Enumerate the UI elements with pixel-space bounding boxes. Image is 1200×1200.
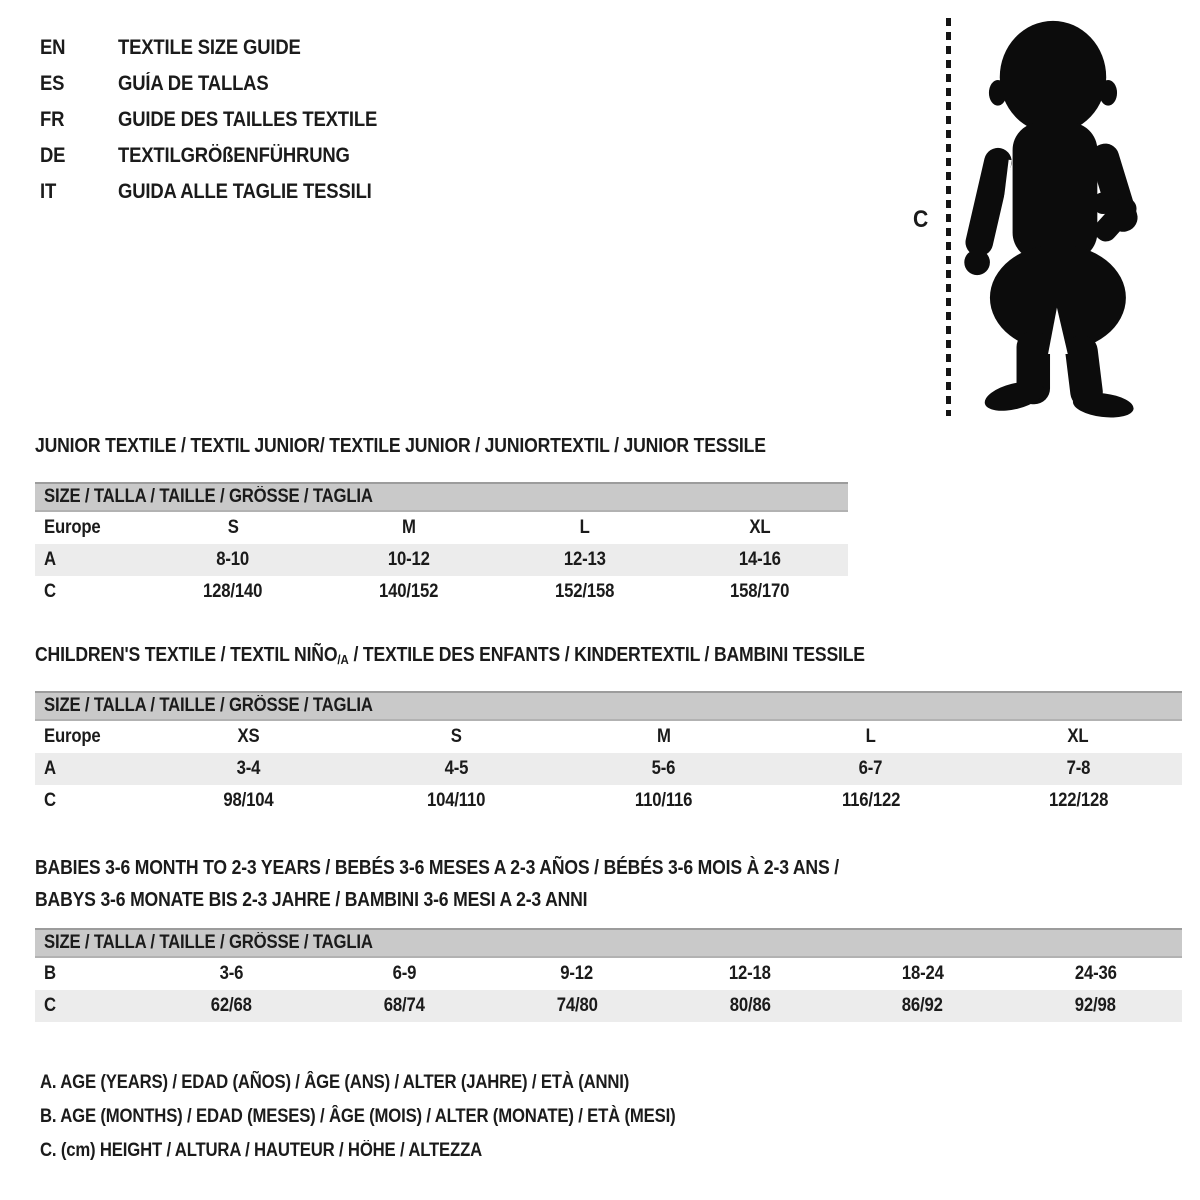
legend-line-c	[40, 1134, 762, 1168]
value-cell	[836, 990, 1009, 1022]
language-row-en	[40, 30, 412, 66]
junior-textile-section	[35, 436, 848, 608]
cell-value: 18-24	[901, 963, 944, 984]
height-measure-dashed-line	[946, 18, 951, 416]
title-pre: CHILDREN'S TEXTILE / TEXTIL NIÑO	[35, 644, 338, 666]
size-header-text: SIZE / TALLA / TAILLE / GRÖSSE / TAGLIA	[44, 932, 373, 953]
size-value: L	[579, 517, 590, 538]
size-cell	[975, 721, 1182, 753]
babies-title-line2: BABYS 3-6 MONATE BIS 2-3 JAHRE / BAMBINI 3-6 MESI A 2-3 ANNI	[35, 889, 588, 911]
value-cell	[491, 990, 664, 1022]
size-cell	[672, 512, 848, 544]
row-label-cell	[35, 785, 145, 817]
junior-section-title-text: JUNIOR TEXTILE / TEXTIL JUNIOR/ TEXTILE JUNIOR / JUNIORTEXTIL / JUNIOR TESSILE	[35, 435, 766, 457]
value-cell	[663, 958, 836, 990]
cell-value: 110/116	[634, 790, 693, 811]
row-label-cell	[35, 958, 145, 990]
language-code: DE	[40, 144, 66, 167]
size-cell	[560, 721, 767, 753]
cell-value: 104/110	[426, 790, 486, 811]
value-cell	[321, 544, 497, 576]
value-cell	[145, 958, 318, 990]
cell-value: 68/74	[383, 995, 425, 1016]
children-age-row	[35, 753, 1182, 785]
language-title-list	[40, 30, 412, 210]
language-title: GUIDA ALLE TAGLIE TESSILI	[118, 180, 372, 203]
cell-value: 116/122	[841, 790, 901, 811]
value-cell	[663, 990, 836, 1022]
cell-value: 3-4	[236, 758, 261, 779]
value-cell	[321, 576, 497, 608]
cell-value: 92/98	[1075, 995, 1117, 1016]
legend-line-a-text: A. AGE (YEARS) / EDAD (AÑOS) / ÂGE (ANS) / ALTER (JAHRE) / ETÀ (ANNI)	[40, 1072, 630, 1093]
value-cell	[145, 785, 352, 817]
size-header-text: SIZE / TALLA / TAILLE / GRÖSSE / TAGLIA	[44, 695, 373, 716]
children-sizes-row	[35, 721, 1182, 753]
toddler-silhouette	[956, 14, 1148, 418]
row-label-text: B	[44, 963, 56, 984]
cell-value: 158/170	[730, 581, 790, 602]
value-cell	[145, 753, 352, 785]
size-value: M	[656, 726, 671, 747]
value-cell	[560, 785, 767, 817]
language-row-fr	[40, 102, 412, 138]
cell-value: 74/80	[556, 995, 598, 1016]
size-value: XL	[1067, 726, 1089, 747]
region-label-cell	[35, 512, 145, 544]
cell-value: 4-5	[444, 758, 468, 779]
value-cell	[352, 753, 559, 785]
value-cell	[497, 576, 673, 608]
legend-line-b	[40, 1100, 762, 1134]
title-subscript: /A	[337, 652, 349, 667]
babies-textile-section	[35, 852, 1182, 1022]
size-cell	[145, 512, 321, 544]
language-code: EN	[40, 36, 66, 59]
legend-line-c-text: C. (cm) HEIGHT / ALTURA / HAUTEUR / HÖHE / ALTEZZA	[40, 1140, 483, 1161]
size-cell	[321, 512, 497, 544]
legend	[40, 1066, 762, 1168]
language-code: IT	[40, 180, 57, 203]
junior-age-row	[35, 544, 848, 576]
value-cell	[672, 544, 848, 576]
height-measure-label	[912, 206, 929, 234]
height-measure-letter: C	[913, 206, 929, 233]
value-cell	[318, 990, 491, 1022]
value-cell	[145, 576, 321, 608]
size-cell	[497, 512, 673, 544]
children-section-title-text	[35, 645, 865, 670]
title-post: / TEXTILE DES ENFANTS / KINDERTEXTIL / BAMBINI TESSILE	[348, 644, 865, 666]
cell-value: 152/158	[554, 581, 614, 602]
cell-value: 62/68	[210, 995, 252, 1016]
legend-line-a	[40, 1066, 762, 1100]
value-cell	[836, 958, 1009, 990]
cell-value: 14-16	[739, 549, 782, 570]
row-label-cell	[35, 544, 145, 576]
value-cell	[767, 785, 974, 817]
children-size-header-bar	[35, 691, 1182, 721]
junior-height-row	[35, 576, 848, 608]
cell-value: 140/152	[379, 581, 439, 602]
language-title: TEXTILE SIZE GUIDE	[118, 36, 301, 59]
cell-value: 24-36	[1074, 963, 1117, 984]
cell-value: 12-13	[563, 549, 606, 570]
region-label-cell	[35, 721, 145, 753]
children-section-title	[35, 645, 1182, 665]
cell-value: 98/104	[223, 790, 274, 811]
cell-value: 80/86	[729, 995, 771, 1016]
babies-section-title	[35, 852, 1182, 916]
size-value: XS	[237, 726, 260, 747]
language-title: TEXTILGRÖßENFÜHRUNG	[118, 144, 350, 167]
cell-value: 9-12	[560, 963, 594, 984]
babies-months-row	[35, 958, 1182, 990]
size-value: XL	[749, 517, 771, 538]
size-value: M	[401, 517, 416, 538]
value-cell	[497, 544, 673, 576]
size-value: S	[450, 726, 462, 747]
cell-value: 6-7	[859, 758, 883, 779]
language-row-de	[40, 138, 412, 174]
value-cell	[352, 785, 559, 817]
cell-value: 5-6	[651, 758, 676, 779]
row-label-cell	[35, 753, 145, 785]
cell-value: 10-12	[387, 549, 430, 570]
children-height-row	[35, 785, 1182, 817]
value-cell	[672, 576, 848, 608]
region-label-text: Europe	[44, 726, 101, 747]
value-cell	[491, 958, 664, 990]
value-cell	[975, 753, 1182, 785]
cell-value: 86/92	[902, 995, 944, 1016]
babies-title-line1: BABIES 3-6 MONTH TO 2-3 YEARS / BEBÉS 3-6 MESES A 2-3 AÑOS / BÉBÉS 3-6 MOIS À 2-3 ANS /	[35, 857, 839, 879]
cell-value: 6-9	[392, 963, 417, 984]
value-cell	[1009, 990, 1182, 1022]
language-row-it	[40, 174, 412, 210]
value-cell	[145, 990, 318, 1022]
junior-sizes-row	[35, 512, 848, 544]
region-label-text: Europe	[44, 517, 101, 538]
language-title: GUÍA DE TALLAS	[118, 72, 269, 95]
row-label-text: C	[44, 790, 56, 811]
babies-height-row	[35, 990, 1182, 1022]
size-value: L	[865, 726, 876, 747]
size-cell	[767, 721, 974, 753]
row-label-text: A	[44, 549, 56, 570]
size-cell	[145, 721, 352, 753]
cell-value: 128/140	[203, 581, 263, 602]
row-label-text: C	[44, 581, 56, 602]
cell-value: 8-10	[216, 549, 250, 570]
cell-value: 12-18	[728, 963, 771, 984]
row-label-cell	[35, 576, 145, 608]
junior-size-header-bar	[35, 482, 848, 512]
legend-line-b-text: B. AGE (MONTHS) / EDAD (MESES) / ÂGE (MOIS) / ALTER (MONATE) / ETÀ (MESI)	[40, 1106, 676, 1127]
value-cell	[318, 958, 491, 990]
language-code: ES	[40, 72, 65, 95]
value-cell	[1009, 958, 1182, 990]
cell-value: 7-8	[1066, 758, 1091, 779]
row-label-text: A	[44, 758, 56, 779]
value-cell	[560, 753, 767, 785]
junior-section-title	[35, 436, 848, 456]
babies-size-header-bar	[35, 928, 1182, 958]
size-value: S	[227, 517, 239, 538]
size-header-text: SIZE / TALLA / TAILLE / GRÖSSE / TAGLIA	[44, 486, 373, 507]
children-textile-section	[35, 645, 1182, 817]
language-title: GUIDE DES TAILLES TEXTILE	[118, 108, 378, 131]
row-label-cell	[35, 990, 145, 1022]
value-cell	[767, 753, 974, 785]
value-cell	[145, 544, 321, 576]
language-code: FR	[40, 108, 65, 131]
cell-value: 3-6	[219, 963, 244, 984]
value-cell	[975, 785, 1182, 817]
language-row-es	[40, 66, 412, 102]
row-label-text: C	[44, 995, 56, 1016]
cell-value: 122/128	[1048, 790, 1108, 811]
size-cell	[352, 721, 559, 753]
